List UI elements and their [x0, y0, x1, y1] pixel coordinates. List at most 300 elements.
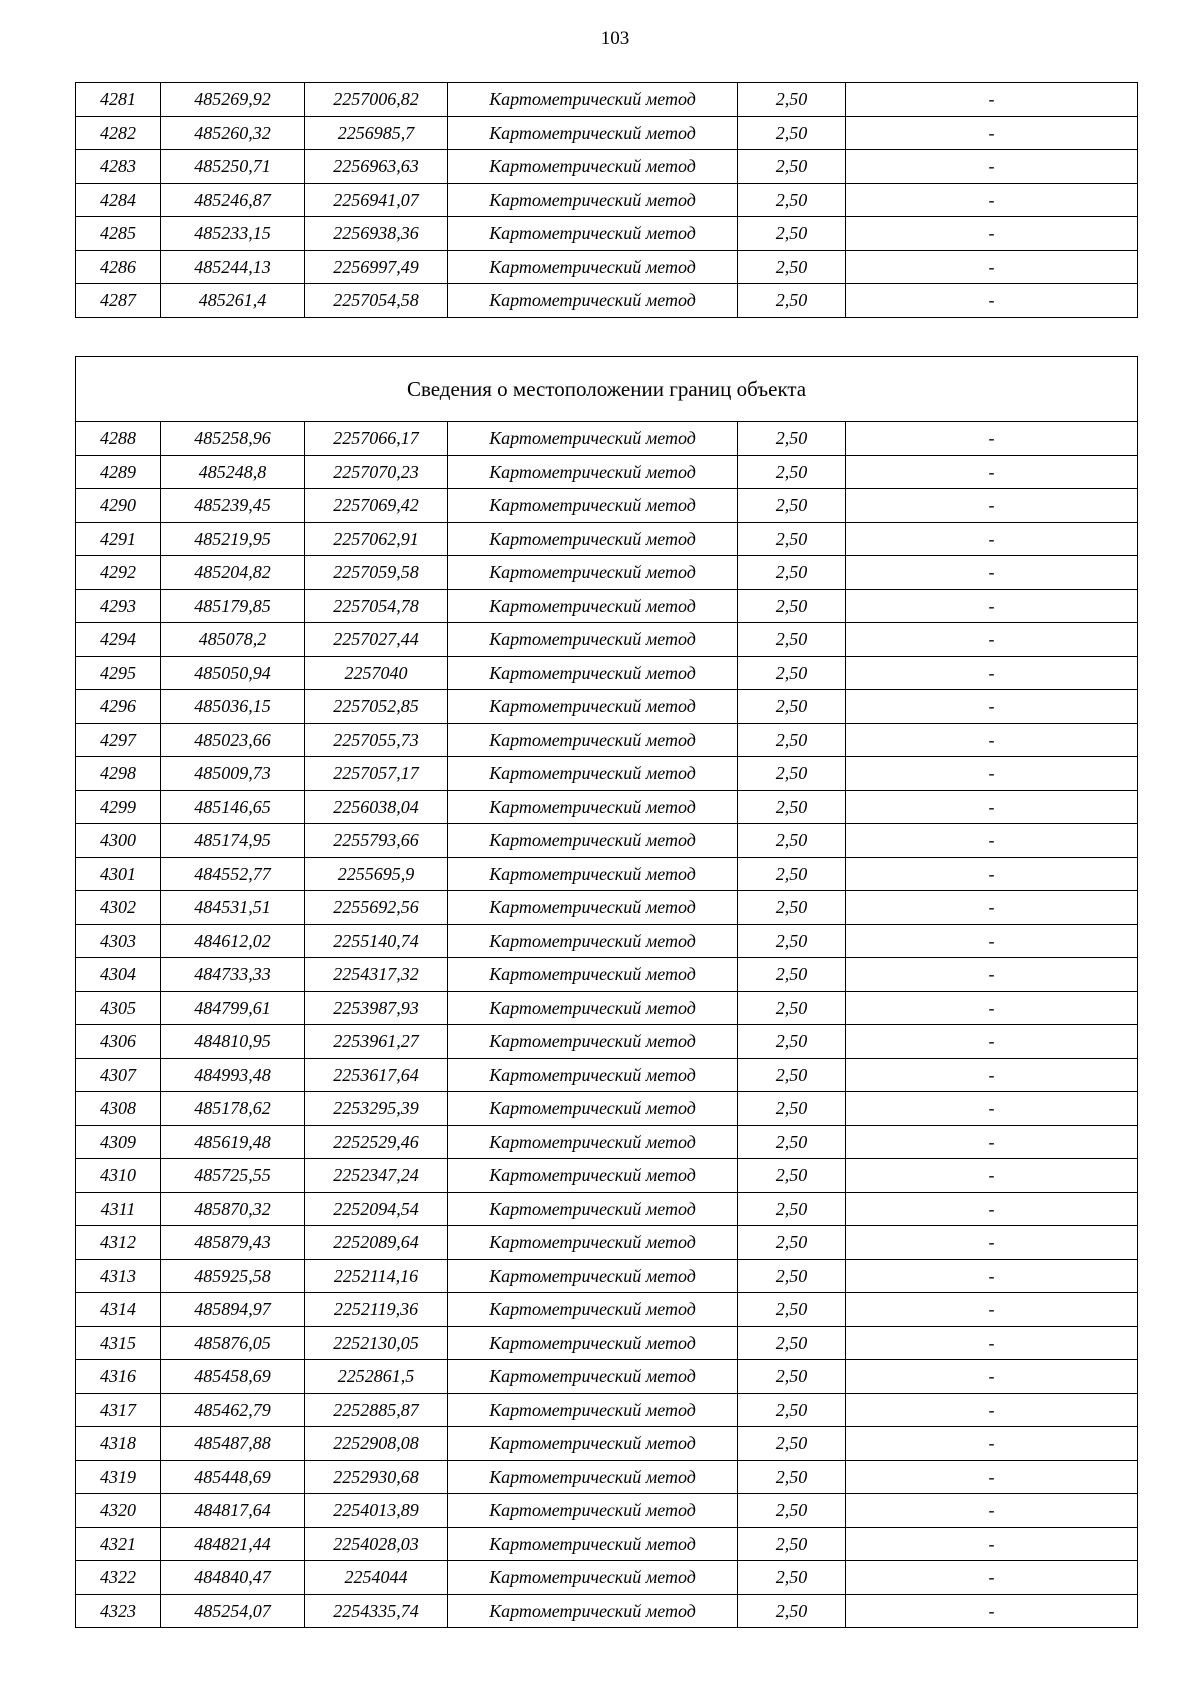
x-coordinate-cell: 484810,95 [161, 1025, 305, 1059]
table-row [76, 1259, 1138, 1293]
table-row [76, 1527, 1138, 1561]
table-row [76, 723, 1138, 757]
method-cell: Картометрический метод [448, 455, 738, 489]
accuracy-cell: 2,50 [738, 1192, 846, 1226]
method-cell: Картометрический метод [448, 1159, 738, 1193]
y-coordinate-cell: 2256985,7 [305, 116, 448, 150]
description-cell: - [846, 556, 1138, 590]
accuracy-cell: 2,50 [738, 1561, 846, 1595]
x-coordinate-cell: 485879,43 [161, 1226, 305, 1260]
y-coordinate-cell: 2253987,93 [305, 991, 448, 1025]
table-row [76, 690, 1138, 724]
y-coordinate-cell: 2255692,56 [305, 891, 448, 925]
point-number-cell: 4299 [76, 790, 161, 824]
y-coordinate-cell: 2256038,04 [305, 790, 448, 824]
accuracy-cell: 2,50 [738, 1326, 846, 1360]
point-number-cell: 4320 [76, 1494, 161, 1528]
point-number-cell: 4301 [76, 857, 161, 891]
table-row [76, 250, 1138, 284]
accuracy-cell: 2,50 [738, 991, 846, 1025]
table-row [76, 1594, 1138, 1628]
description-cell: - [846, 891, 1138, 925]
table-row [76, 623, 1138, 657]
table-row [76, 790, 1138, 824]
accuracy-cell: 2,50 [738, 116, 846, 150]
accuracy-cell: 2,50 [738, 455, 846, 489]
method-cell: Картометрический метод [448, 1594, 738, 1628]
point-number-cell: 4319 [76, 1460, 161, 1494]
description-cell: - [846, 1360, 1138, 1394]
y-coordinate-cell: 2252089,64 [305, 1226, 448, 1260]
point-number-cell: 4300 [76, 824, 161, 858]
point-number-cell: 4315 [76, 1326, 161, 1360]
point-number-cell: 4287 [76, 284, 161, 318]
accuracy-cell: 2,50 [738, 1159, 846, 1193]
accuracy-cell: 2,50 [738, 1360, 846, 1394]
accuracy-cell: 2,50 [738, 489, 846, 523]
accuracy-cell: 2,50 [738, 422, 846, 456]
point-number-cell: 4297 [76, 723, 161, 757]
accuracy-cell: 2,50 [738, 757, 846, 791]
method-cell: Картометрический метод [448, 1226, 738, 1260]
x-coordinate-cell: 485870,32 [161, 1192, 305, 1226]
method-cell: Картометрический метод [448, 589, 738, 623]
point-number-cell: 4311 [76, 1192, 161, 1226]
x-coordinate-cell: 484993,48 [161, 1058, 305, 1092]
table-row [76, 891, 1138, 925]
table-row [76, 1192, 1138, 1226]
accuracy-cell: 2,50 [738, 183, 846, 217]
x-coordinate-cell: 485725,55 [161, 1159, 305, 1193]
y-coordinate-cell: 2257057,17 [305, 757, 448, 791]
accuracy-cell: 2,50 [738, 522, 846, 556]
table-row [76, 1293, 1138, 1327]
point-number-cell: 4286 [76, 250, 161, 284]
table-row [76, 455, 1138, 489]
y-coordinate-cell: 2252094,54 [305, 1192, 448, 1226]
description-cell: - [846, 757, 1138, 791]
method-cell: Картометрический метод [448, 891, 738, 925]
point-number-cell: 4321 [76, 1527, 161, 1561]
description-cell: - [846, 1159, 1138, 1193]
description-cell: - [846, 250, 1138, 284]
x-coordinate-cell: 485244,13 [161, 250, 305, 284]
description-cell: - [846, 1561, 1138, 1595]
point-number-cell: 4316 [76, 1360, 161, 1394]
point-number-cell: 4302 [76, 891, 161, 925]
description-cell: - [846, 790, 1138, 824]
description-cell: - [846, 857, 1138, 891]
description-cell: - [846, 522, 1138, 556]
y-coordinate-cell: 2257055,73 [305, 723, 448, 757]
point-number-cell: 4305 [76, 991, 161, 1025]
description-cell: - [846, 1192, 1138, 1226]
table-row [76, 556, 1138, 590]
x-coordinate-cell: 484612,02 [161, 924, 305, 958]
description-cell: - [846, 284, 1138, 318]
accuracy-cell: 2,50 [738, 1527, 846, 1561]
description-cell: - [846, 589, 1138, 623]
description-cell: - [846, 150, 1138, 184]
table-row [76, 116, 1138, 150]
y-coordinate-cell: 2252885,87 [305, 1393, 448, 1427]
table-row [76, 522, 1138, 556]
x-coordinate-cell: 485009,73 [161, 757, 305, 791]
point-number-cell: 4281 [76, 83, 161, 117]
y-coordinate-cell: 2257027,44 [305, 623, 448, 657]
point-number-cell: 4303 [76, 924, 161, 958]
accuracy-cell: 2,50 [738, 1494, 846, 1528]
x-coordinate-cell: 484531,51 [161, 891, 305, 925]
method-cell: Картометрический метод [448, 83, 738, 117]
x-coordinate-cell: 485146,65 [161, 790, 305, 824]
method-cell: Картометрический метод [448, 656, 738, 690]
description-cell: - [846, 455, 1138, 489]
table-row [76, 991, 1138, 1025]
y-coordinate-cell: 2256963,63 [305, 150, 448, 184]
accuracy-cell: 2,50 [738, 1125, 846, 1159]
y-coordinate-cell: 2254044 [305, 1561, 448, 1595]
method-cell: Картометрический метод [448, 217, 738, 251]
description-cell: - [846, 958, 1138, 992]
table-row [76, 1226, 1138, 1260]
x-coordinate-cell: 485448,69 [161, 1460, 305, 1494]
method-cell: Картометрический метод [448, 1527, 738, 1561]
description-cell: - [846, 1326, 1138, 1360]
method-cell: Картометрический метод [448, 1561, 738, 1595]
x-coordinate-cell: 485179,85 [161, 589, 305, 623]
x-coordinate-cell: 485258,96 [161, 422, 305, 456]
y-coordinate-cell: 2257006,82 [305, 83, 448, 117]
x-coordinate-cell: 484821,44 [161, 1527, 305, 1561]
accuracy-cell: 2,50 [738, 1092, 846, 1126]
x-coordinate-cell: 485023,66 [161, 723, 305, 757]
method-cell: Картометрический метод [448, 250, 738, 284]
y-coordinate-cell: 2256997,49 [305, 250, 448, 284]
method-cell: Картометрический метод [448, 556, 738, 590]
accuracy-cell: 2,50 [738, 556, 846, 590]
y-coordinate-cell: 2257059,58 [305, 556, 448, 590]
y-coordinate-cell: 2252861,5 [305, 1360, 448, 1394]
table-row [76, 589, 1138, 623]
method-cell: Картометрический метод [448, 1058, 738, 1092]
table-row [76, 1460, 1138, 1494]
point-number-cell: 4304 [76, 958, 161, 992]
method-cell: Картометрический метод [448, 1092, 738, 1126]
point-number-cell: 4285 [76, 217, 161, 251]
point-number-cell: 4307 [76, 1058, 161, 1092]
x-coordinate-cell: 485250,71 [161, 150, 305, 184]
x-coordinate-cell: 485050,94 [161, 656, 305, 690]
y-coordinate-cell: 2257062,91 [305, 522, 448, 556]
description-cell: - [846, 1058, 1138, 1092]
y-coordinate-cell: 2257054,58 [305, 284, 448, 318]
description-cell: - [846, 1259, 1138, 1293]
method-cell: Картометрический метод [448, 690, 738, 724]
point-number-cell: 4322 [76, 1561, 161, 1595]
point-number-cell: 4295 [76, 656, 161, 690]
x-coordinate-cell: 485233,15 [161, 217, 305, 251]
method-cell: Картометрический метод [448, 1259, 738, 1293]
x-coordinate-cell: 485876,05 [161, 1326, 305, 1360]
y-coordinate-cell: 2253961,27 [305, 1025, 448, 1059]
method-cell: Картометрический метод [448, 1494, 738, 1528]
method-cell: Картометрический метод [448, 150, 738, 184]
y-coordinate-cell: 2256938,36 [305, 217, 448, 251]
accuracy-cell: 2,50 [738, 1293, 846, 1327]
y-coordinate-cell: 2257054,78 [305, 589, 448, 623]
table-row [76, 1125, 1138, 1159]
table-row [76, 1159, 1138, 1193]
description-cell: - [846, 1527, 1138, 1561]
accuracy-cell: 2,50 [738, 1393, 846, 1427]
method-cell: Картометрический метод [448, 183, 738, 217]
method-cell: Картометрический метод [448, 723, 738, 757]
point-number-cell: 4310 [76, 1159, 161, 1193]
table-row [76, 656, 1138, 690]
accuracy-cell: 2,50 [738, 690, 846, 724]
table-row [76, 150, 1138, 184]
accuracy-cell: 2,50 [738, 857, 846, 891]
description-cell: - [846, 824, 1138, 858]
table-row [76, 1427, 1138, 1461]
y-coordinate-cell: 2257052,85 [305, 690, 448, 724]
table-row [76, 1494, 1138, 1528]
y-coordinate-cell: 2252347,24 [305, 1159, 448, 1193]
method-cell: Картометрический метод [448, 1427, 738, 1461]
description-cell: - [846, 1293, 1138, 1327]
y-coordinate-cell: 2254335,74 [305, 1594, 448, 1628]
description-cell: - [846, 924, 1138, 958]
point-number-cell: 4292 [76, 556, 161, 590]
point-number-cell: 4318 [76, 1427, 161, 1461]
x-coordinate-cell: 485487,88 [161, 1427, 305, 1461]
description-cell: - [846, 623, 1138, 657]
description-cell: - [846, 656, 1138, 690]
y-coordinate-cell: 2252130,05 [305, 1326, 448, 1360]
x-coordinate-cell: 485246,87 [161, 183, 305, 217]
description-cell: - [846, 1226, 1138, 1260]
method-cell: Картометрический метод [448, 489, 738, 523]
accuracy-cell: 2,50 [738, 824, 846, 858]
method-cell: Картометрический метод [448, 1360, 738, 1394]
accuracy-cell: 2,50 [738, 924, 846, 958]
x-coordinate-cell: 485462,79 [161, 1393, 305, 1427]
description-cell: - [846, 83, 1138, 117]
method-cell: Картометрический метод [448, 757, 738, 791]
section-header-row [76, 357, 1138, 422]
y-coordinate-cell: 2252114,16 [305, 1259, 448, 1293]
accuracy-cell: 2,50 [738, 1427, 846, 1461]
table-row [76, 1326, 1138, 1360]
description-cell: - [846, 1025, 1138, 1059]
y-coordinate-cell: 2254013,89 [305, 1494, 448, 1528]
method-cell: Картометрический метод [448, 824, 738, 858]
description-cell: - [846, 690, 1138, 724]
description-cell: - [846, 489, 1138, 523]
x-coordinate-cell: 485458,69 [161, 1360, 305, 1394]
description-cell: - [846, 1594, 1138, 1628]
accuracy-cell: 2,50 [738, 1460, 846, 1494]
table-row [76, 1025, 1138, 1059]
table-row [76, 83, 1138, 117]
method-cell: Картометрический метод [448, 116, 738, 150]
point-number-cell: 4312 [76, 1226, 161, 1260]
method-cell: Картометрический метод [448, 991, 738, 1025]
method-cell: Картометрический метод [448, 1192, 738, 1226]
description-cell: - [846, 1393, 1138, 1427]
x-coordinate-cell: 484799,61 [161, 991, 305, 1025]
table-row [76, 1092, 1138, 1126]
method-cell: Картометрический метод [448, 1025, 738, 1059]
point-number-cell: 4317 [76, 1393, 161, 1427]
point-number-cell: 4309 [76, 1125, 161, 1159]
y-coordinate-cell: 2253295,39 [305, 1092, 448, 1126]
accuracy-cell: 2,50 [738, 656, 846, 690]
x-coordinate-cell: 485174,95 [161, 824, 305, 858]
accuracy-cell: 2,50 [738, 1058, 846, 1092]
x-coordinate-cell: 484733,33 [161, 958, 305, 992]
description-cell: - [846, 1125, 1138, 1159]
point-number-cell: 4289 [76, 455, 161, 489]
point-number-cell: 4288 [76, 422, 161, 456]
description-cell: - [846, 116, 1138, 150]
x-coordinate-cell: 485078,2 [161, 623, 305, 657]
description-cell: - [846, 723, 1138, 757]
description-cell: - [846, 217, 1138, 251]
x-coordinate-cell: 485239,45 [161, 489, 305, 523]
accuracy-cell: 2,50 [738, 623, 846, 657]
method-cell: Картометрический метод [448, 857, 738, 891]
accuracy-cell: 2,50 [738, 1226, 846, 1260]
y-coordinate-cell: 2257070,23 [305, 455, 448, 489]
x-coordinate-cell: 485178,62 [161, 1092, 305, 1126]
method-cell: Картометрический метод [448, 1393, 738, 1427]
x-coordinate-cell: 485619,48 [161, 1125, 305, 1159]
point-number-cell: 4296 [76, 690, 161, 724]
method-cell: Картометрический метод [448, 422, 738, 456]
x-coordinate-cell: 485219,95 [161, 522, 305, 556]
table-row [76, 1360, 1138, 1394]
x-coordinate-cell: 485269,92 [161, 83, 305, 117]
accuracy-cell: 2,50 [738, 217, 846, 251]
method-cell: Картометрический метод [448, 1125, 738, 1159]
y-coordinate-cell: 2257040 [305, 656, 448, 690]
x-coordinate-cell: 485261,4 [161, 284, 305, 318]
point-number-cell: 4294 [76, 623, 161, 657]
table-row [76, 924, 1138, 958]
accuracy-cell: 2,50 [738, 150, 846, 184]
point-number-cell: 4283 [76, 150, 161, 184]
accuracy-cell: 2,50 [738, 1259, 846, 1293]
point-number-cell: 4308 [76, 1092, 161, 1126]
y-coordinate-cell: 2252119,36 [305, 1293, 448, 1327]
y-coordinate-cell: 2252930,68 [305, 1460, 448, 1494]
accuracy-cell: 2,50 [738, 958, 846, 992]
coordinates-table-bottom [75, 356, 1138, 1628]
method-cell: Картометрический метод [448, 284, 738, 318]
table-row [76, 284, 1138, 318]
accuracy-cell: 2,50 [738, 891, 846, 925]
point-number-cell: 4314 [76, 1293, 161, 1327]
y-coordinate-cell: 2255140,74 [305, 924, 448, 958]
method-cell: Картометрический метод [448, 958, 738, 992]
y-coordinate-cell: 2252529,46 [305, 1125, 448, 1159]
point-number-cell: 4282 [76, 116, 161, 150]
point-number-cell: 4284 [76, 183, 161, 217]
description-cell: - [846, 422, 1138, 456]
accuracy-cell: 2,50 [738, 723, 846, 757]
method-cell: Картометрический метод [448, 1293, 738, 1327]
page-number: 103 [600, 28, 630, 49]
table-row [76, 217, 1138, 251]
y-coordinate-cell: 2252908,08 [305, 1427, 448, 1461]
table-row [76, 422, 1138, 456]
description-cell: - [846, 183, 1138, 217]
method-cell: Картометрический метод [448, 1326, 738, 1360]
x-coordinate-cell: 485248,8 [161, 455, 305, 489]
method-cell: Картометрический метод [448, 924, 738, 958]
y-coordinate-cell: 2256941,07 [305, 183, 448, 217]
y-coordinate-cell: 2253617,64 [305, 1058, 448, 1092]
x-coordinate-cell: 485925,58 [161, 1259, 305, 1293]
table-row [76, 958, 1138, 992]
x-coordinate-cell: 485260,32 [161, 116, 305, 150]
point-number-cell: 4306 [76, 1025, 161, 1059]
y-coordinate-cell: 2255793,66 [305, 824, 448, 858]
accuracy-cell: 2,50 [738, 589, 846, 623]
accuracy-cell: 2,50 [738, 83, 846, 117]
coordinates-table-top [75, 82, 1138, 318]
accuracy-cell: 2,50 [738, 284, 846, 318]
table-row [76, 489, 1138, 523]
method-cell: Картометрический метод [448, 623, 738, 657]
method-cell: Картометрический метод [448, 790, 738, 824]
y-coordinate-cell: 2254317,32 [305, 958, 448, 992]
table-row [76, 857, 1138, 891]
accuracy-cell: 2,50 [738, 1025, 846, 1059]
x-coordinate-cell: 484552,77 [161, 857, 305, 891]
accuracy-cell: 2,50 [738, 1594, 846, 1628]
table-row [76, 1058, 1138, 1092]
accuracy-cell: 2,50 [738, 790, 846, 824]
description-cell: - [846, 1092, 1138, 1126]
y-coordinate-cell: 2254028,03 [305, 1527, 448, 1561]
description-cell: - [846, 1460, 1138, 1494]
x-coordinate-cell: 484817,64 [161, 1494, 305, 1528]
point-number-cell: 4290 [76, 489, 161, 523]
description-cell: - [846, 991, 1138, 1025]
x-coordinate-cell: 485254,07 [161, 1594, 305, 1628]
table-row [76, 824, 1138, 858]
point-number-cell: 4298 [76, 757, 161, 791]
method-cell: Картометрический метод [448, 1460, 738, 1494]
point-number-cell: 4313 [76, 1259, 161, 1293]
description-cell: - [846, 1494, 1138, 1528]
accuracy-cell: 2,50 [738, 250, 846, 284]
point-number-cell: 4323 [76, 1594, 161, 1628]
table-row [76, 1393, 1138, 1427]
method-cell: Картометрический метод [448, 522, 738, 556]
x-coordinate-cell: 485894,97 [161, 1293, 305, 1327]
y-coordinate-cell: 2257069,42 [305, 489, 448, 523]
section-title: Сведения о местоположении границ объекта [76, 357, 1138, 422]
description-cell: - [846, 1427, 1138, 1461]
point-number-cell: 4291 [76, 522, 161, 556]
table-row [76, 1561, 1138, 1595]
x-coordinate-cell: 484840,47 [161, 1561, 305, 1595]
x-coordinate-cell: 485036,15 [161, 690, 305, 724]
